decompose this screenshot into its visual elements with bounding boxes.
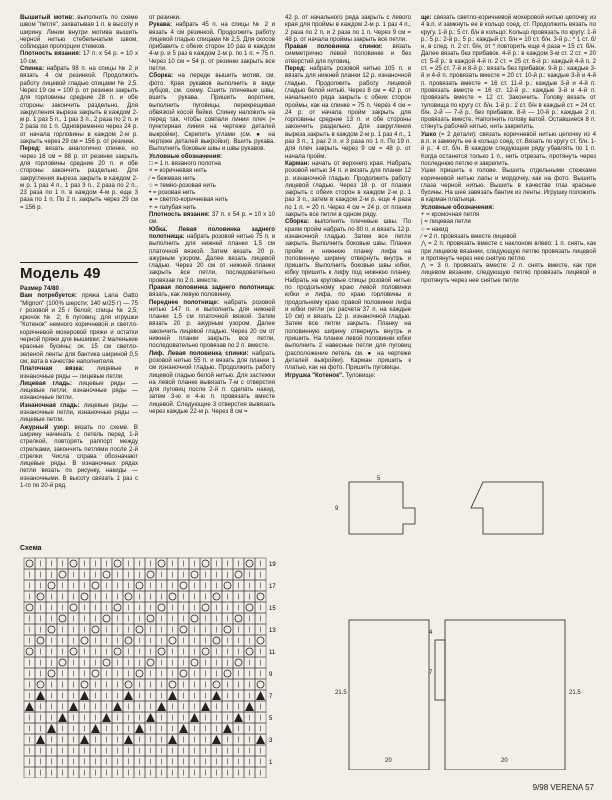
yarn-over-mark [202, 604, 209, 611]
para-text: вязать, как левую половинку. [149, 291, 232, 299]
para-text: ⋀ = 2 п. провязать вместе с наклоном влево: 1 п. снять, как при лицевом вязании, следующую петлю провязать лицевой и протянуть через нее снятую петлю [421, 240, 596, 262]
yarn-over-mark [92, 582, 99, 589]
yarn-over-mark [257, 593, 264, 600]
decrease-mark [47, 724, 56, 733]
para-text: набрать 45 п. на спицы № 2 и вязать 4 см резинкой. Продолжить работу лицевой гладью спицами № 2,5. Для скосов прибавить с обеих сторон 10 раз в каждом 4-м р. и 5 раз в каждом 2-м р. по 1 п. = 75 п. Через 10 см = 54 р. от резинки закрыть все петли. [149, 21, 275, 73]
para-heading: Лицевая гладь: [20, 379, 72, 387]
decrease-mark [223, 724, 232, 733]
yarn-over-mark [136, 670, 143, 677]
para-text: вязать аналогично спинке, но через 16 см = 88 р. от резинки закрыть для горловины средние 20 п. и обе стороны закончить раздельно. Для закругления выреза закрыть в каждом 2-м р. 1 раз 4 п., 1 раз 3 п., 2 раза по 2 п., 23 раза по 1 п. в каждом 4-м р. еще 3 раза по 1 п. По 2 п. закрыть через 29 см = 156 р. [20, 145, 138, 211]
yarn-over-mark [59, 659, 66, 666]
col2-para [149, 284, 275, 299]
para-text: × = коричневая нить [149, 167, 207, 175]
col2-para [149, 299, 275, 350]
para-text: вязать симметрично левой половинке и без отверстий для пуговиц. [285, 43, 411, 65]
yarn-over-mark [213, 681, 220, 688]
yarn-over-mark [26, 560, 33, 567]
para-heading: Перед: [285, 65, 306, 73]
text-column-1 [20, 14, 138, 211]
label-bottom-2: 20 [501, 758, 508, 764]
yarn-over-mark [224, 626, 231, 633]
decrease-mark [80, 691, 89, 700]
para-heading: Лиф. Левая половинка спинки: [149, 349, 249, 357]
col2-para [149, 14, 275, 21]
row-number: 11 [269, 650, 276, 656]
yarn-over-mark [37, 593, 44, 600]
decrease-mark [234, 713, 243, 722]
col1_top-para [20, 50, 138, 65]
yarn-over-mark [81, 593, 88, 600]
yarn-over-mark [114, 604, 121, 611]
para-text: ⁄ = бежевая нить [149, 174, 196, 182]
col3-para [285, 43, 411, 65]
decrease-mark [157, 702, 166, 711]
para-heading: Плотность вязания: [149, 211, 210, 219]
yarn-over-mark [37, 681, 44, 688]
decrease-mark [25, 702, 34, 711]
col2-para [149, 153, 275, 160]
para-text: набрать розовой нитью 75 п. и выполнить для нижней планки 1,5 см платочной вязкой. Затем вязать 20 р. ажурным узором. Далее вязать лицевой гладью. Через 20 см от нижней планки закрыть все петли, последовательно провязав по 2 п. вместе. [149, 232, 275, 284]
para-heading: Перед: [20, 145, 41, 153]
yarn-over-mark [103, 571, 110, 578]
model-size: Размер 74/80 [20, 285, 59, 292]
bodice-piece-left [349, 482, 415, 534]
col4-para [421, 262, 596, 284]
decrease-mark [190, 713, 199, 722]
para-text: выполнить по схеме швом "петля", захватывая 1 п. в высоту и ширину. Линии внутри мотива вышить черной нитью стебельчатым швом, соблюдая пропорции стежков. [20, 14, 139, 51]
decrease-mark [91, 724, 100, 733]
yarn-over-mark [125, 681, 132, 688]
yarn-over-mark [147, 571, 154, 578]
decrease-mark [245, 702, 254, 711]
para-heading: Сборка: [149, 72, 173, 80]
label-cm1: 4 [429, 630, 433, 636]
label-cm2: 7 [429, 670, 433, 676]
col2-para [149, 204, 275, 211]
yarn-over-mark [213, 637, 220, 644]
decrease-mark [80, 735, 89, 744]
para-text: от резинки. [149, 14, 181, 21]
yarn-over-mark [26, 648, 33, 655]
col1_model-para [20, 402, 138, 424]
col2-para [149, 196, 275, 203]
col2-para [149, 167, 275, 174]
col2-para [149, 72, 275, 152]
yarn-over-mark [180, 670, 187, 677]
para-text: Ушки пришить к голове. Вышить отдельными стежками коричневой нитью лапы и мордочку, как на фото. Вышить глаза черной нитью. Вышить в качестве глаз красные бусины. На шее завязать бантик из ленты. Игрушку положить в карман платьица. [421, 167, 596, 204]
yarn-over-mark [125, 593, 132, 600]
yarn-over-mark [191, 659, 198, 666]
decrease-mark [146, 713, 155, 722]
label-right-height: 21.5 [569, 690, 581, 696]
decrease-mark [36, 691, 45, 700]
schema-title: Схема [20, 545, 42, 552]
para-heading: Условные обозначения: [149, 152, 223, 160]
yarn-over-mark [180, 582, 187, 589]
yarn-over-mark [224, 670, 231, 677]
yarn-over-mark [59, 615, 66, 622]
para-heading: Платочная вязка: [20, 365, 84, 373]
para-text: 42 р. от начального ряда закрыть с левого края для проймы в каждом 2-м р. 1 раз 4 п., 2 раза по 2 п. и 2 раза по 1 п. Через 9 см = 48 р. от начала проймы закрыть все петли. [285, 14, 411, 43]
text-column-2 [149, 14, 275, 415]
skirt-piece-left [349, 620, 429, 770]
para-text: ● = светло-коричневая нить [149, 196, 228, 204]
yarn-over-mark [246, 648, 253, 655]
yarn-over-mark [103, 659, 110, 666]
yarn-over-mark [191, 615, 198, 622]
para-text: ○ = накид [421, 225, 449, 233]
decrease-mark [256, 735, 265, 744]
col3-para [285, 218, 411, 371]
decrease-mark [212, 735, 221, 744]
para-text: вязать по схеме. В ширину начинать с петель перед 1-й стрелкой, повторять раппорт между стрелками, закончить петлями после 2-й стрелки. Числа справа обозначают лицевые ряды. В изнаночных рядах петли вязать по рисунку, накиды — изнаночными. В высоту связать 1 раз с 1-го по 20-й ряд. [20, 423, 138, 490]
para-heading: Юбка. Левая половинка заднего полотнища: [149, 225, 275, 240]
decrease-mark [135, 724, 144, 733]
yarn-over-mark [158, 560, 165, 567]
para-text: 37 п. х 54 р. = 10 х 10 см. [149, 211, 275, 226]
yarn-over-mark [81, 681, 88, 688]
col4-para [421, 131, 596, 167]
para-text: пряжа Lana Gatto "Mignon" (100% шерсти; 140 м/25 г) — 75 г розовой и 25 г белой; спицы № 2,5; крючок № 2; 6 пуговиц; для игрушки "Котенок" немного коричневой и светло-коричневой мохеровой пряжи и остатки черной пряжи для вышивки; 2 маленькие красные бусины; ок. 15 см светло-зеленой ленты для бантика шириной 0,5 см; вата в качестве наполнителя. [20, 292, 138, 365]
yarn-over-mark [59, 571, 66, 578]
para-text: ⋀ = 3 п. провязать вместе: 2 п. снять вместе, как при лицевом вязании, следующую петлю провязать лицевой и протянуть через нее снятые петли [421, 262, 596, 284]
yarn-over-mark [169, 681, 176, 688]
col1_top-para [20, 145, 138, 211]
yarn-over-mark [125, 637, 132, 644]
row-number: 3 [269, 738, 273, 744]
label-bottom-1: 20 [385, 758, 392, 764]
col2-para [149, 182, 275, 189]
bodice-piece-right [471, 482, 543, 534]
para-text: набрать розовой нитью 147 п. и выполнить для нижней планки 1,5 см платочной вязкой. Затем вязать 20 р. ажурным узором. Далее закончить лицевой гладью. Через 20 см от нижней планки закрыть все петли, последовательно провязав по 2 п. вместе. [149, 298, 276, 350]
col2-para [149, 21, 275, 72]
col4-para [421, 204, 596, 211]
col4-para [421, 211, 596, 218]
pocket-piece [435, 640, 445, 700]
para-text: лицевые ряды — изнаночные петли, изнаночные ряды — лицевые петли. [20, 401, 138, 424]
para-heading: Ажурный узор: [20, 423, 70, 431]
yarn-over-mark [70, 604, 77, 611]
col3-para [285, 65, 411, 160]
para-text: лицевые ряды — лицевые петли, изнаночные ряды — изнаночные петли. [20, 379, 138, 402]
para-heading: Вышитый мотив: [20, 14, 75, 21]
para-text: • = розовая нить [149, 189, 196, 197]
decrease-mark [124, 691, 133, 700]
col4-para [421, 14, 596, 131]
para-heading: Карман: [285, 159, 310, 167]
yarn-over-mark [48, 626, 55, 633]
yarn-over-mark [48, 670, 55, 677]
pattern-pieces-diagram [333, 474, 595, 770]
col4-para [421, 167, 596, 203]
col2-para [149, 211, 275, 226]
decrease-mark [36, 735, 45, 744]
para-heading: Спинка: [20, 65, 44, 73]
col1_model-para [20, 365, 138, 380]
yarn-over-mark [26, 604, 33, 611]
yarn-over-mark [235, 615, 242, 622]
yarn-over-mark [92, 626, 99, 633]
yarn-over-mark [48, 582, 55, 589]
col3-para [285, 372, 411, 379]
col2-para [149, 175, 275, 182]
col2-para [149, 350, 275, 416]
para-heading: Правая половинка заднего полотнища: [149, 283, 275, 291]
row-number: 9 [269, 672, 273, 678]
row-number: 5 [269, 716, 273, 722]
model-heading: Модель 49 [20, 265, 101, 282]
decrease-mark [168, 735, 177, 744]
row-number: 1 [269, 760, 273, 766]
col2-para [149, 226, 275, 284]
yarn-over-mark [114, 648, 121, 655]
yarn-over-mark [81, 637, 88, 644]
yarn-over-mark [37, 637, 44, 644]
decrease-mark [168, 691, 177, 700]
para-text: (= 2 детали): связать коричневой нитью цепочку из 4 в.п. и замкнуть ее в кольцо соед. ст. Вязать по кругу ст. б/н. 1-й р.: 4 ст. б/н. В каждом следующем ряду убавлять по 1 п. Когда останется только 1 п., нить отрезать, протянуть через последнюю петлю и закрепить. [421, 130, 596, 167]
para-text: 17 п. х 54 р. = 10 х 10 см. [20, 50, 138, 65]
text-column-4 [421, 14, 596, 284]
col1_model-para [20, 424, 138, 490]
yarn-over-mark [169, 593, 176, 600]
para-text: начать от верхнего края. Набрать розовой нитью 34 п. и вязать для планки 12 р. изнаночной гладью. Продолжить работу лицевой гладью. Через 18 р. от планки закрыть с обеих сторон в каждом 2-м р. 1 раз 3 п., затем в каждом 2-м р. еще 4 раза по 1 п. = 20 п. Через 4 см = 24 р. от планки закрыть все петли в одном ряду. [285, 159, 411, 219]
para-heading: Ушко [421, 130, 437, 138]
yarn-over-mark [136, 626, 143, 633]
para-heading: ще: [421, 14, 432, 21]
model-text [20, 285, 138, 489]
row-number: 13 [269, 628, 276, 634]
yarn-over-mark [213, 593, 220, 600]
para-heading: Правая половинка спинки: [285, 43, 383, 51]
para-text: + = голубая нить [149, 203, 196, 211]
para-text: лицевые и изнаночные ряды — лицевые петли. [20, 365, 138, 380]
row-number: 15 [269, 606, 276, 612]
para-text: ⁄ = 2 п. провязать вместе лицевой [421, 232, 517, 240]
yarn-over-mark [257, 637, 264, 644]
label-top-width: 5 [377, 476, 381, 482]
para-heading: Сборка: [285, 218, 309, 226]
col3-para [285, 14, 411, 43]
col1_model-para [20, 292, 138, 365]
decrease-mark [256, 691, 265, 700]
col1_top-para [20, 14, 138, 50]
decrease-mark [58, 713, 67, 722]
yarn-over-mark [158, 648, 165, 655]
para-text: + = кромочная петля [421, 211, 480, 219]
text-column-3 [285, 14, 411, 379]
yarn-over-mark [246, 604, 253, 611]
label-left-height: 21.5 [335, 690, 347, 696]
para-text: выполнить плечевые швы. По краям пройм набрать по 80 п. и вязать 12 р. изнаночной гладью. Затем все петли закрыть. Выполнить боковые швы. Планки пройм и нижнюю планку лифа на половинную ширину отвернуть внутрь и пришить. Выполнить боковые швы юбки, юбку пришить к лифу под нижнюю планку. Набрать на круговые спицы розовой нитью по продольному краю левой половинки юбки и лифа, по краю горловины и продольному краю правой половинки лифа и юбки петли (из расчета 37 п. на каждые 10 см) и вязать 12 р. изнаночной гладью. Затем все петли закрыть. Планку на половинную ширину отвернуть внутрь и пришить. На планке левой половинки юбки выполнить 2 навесные петли для пуговиц (расположение петель см. ● на чертеже деталей выкройки). Карман пришить к платью, как на фото. Пришить пуговицы. [285, 218, 411, 372]
yarn-over-mark [103, 615, 110, 622]
yarn-over-mark [257, 681, 264, 688]
decrease-mark [124, 735, 133, 744]
para-text: на переде вышить мотив, см. фото. Края рукавов выполнить в виде зубцов, см. схему. Сшить плечевые швы, вшить рукава. Пришить воротник, выполнить пуговицы, перекрещивая обвязкой косой бейки. Спинку наложить на перед так, чтобы совпали линии плеч (= пунктирная линия на чертеже деталей выкройки). Скрепить углами (см. ● на чертеже деталей выкройки). Вшить рукава. Выполнить боковые швы и швы рукавов. [149, 72, 275, 153]
col1_model-para [20, 380, 138, 402]
col2-para [149, 160, 275, 167]
col4-para [421, 226, 596, 233]
yarn-over-mark [191, 571, 198, 578]
yarn-over-mark [224, 582, 231, 589]
decrease-mark [201, 702, 210, 711]
para-text: связать светло-коричневой мохеровой нитью цепочку из 4 в.п. и замкнуть ее в кольцо соед. ст. Продолжить вязать по кругу. 1-й р.: 5 ст. б/н в кольцо. Кольцо провязать по кругу: 1-й р.: 5 р.: 2-й р.: 5 р.: каждый ст. б/н = 10 ст. б/н. 3-й р.: * 1 ст. б/н, в след. п. 2 ст. б/н, от * повторить еще 4 раза = 15 ст. б/н. Далее вязать без прибавок. 4-й р.: в каждом 3-м ст. 2 ст. = 20 ст. 5-й р.: в каждой 4-й п. 2 ст. = 25 ст. 6-й р.: каждый 4-й п. 2 ст. = 25 ст. 7-й и 8-й р.: вязать без прибавок. 9-й р.: каждые 3-й и 4-й п. провязать вместе = 20 ст. 10-й р.: каждые 3-й и 4-й п. провязать вместе = 16 ст. 11-й р.: каждые 3-й и 4-й п. провязать вместе = 16 ст. 12-й р.: каждые 3-й и 4-й п. провязать вместе = 12 ст. Закончить. Голову вязать от туловища по кругу ст. б/н. 1-й р.: 2 ст. б/н в каждый ст. = 24 ст. б/н. 2-й — 7-й р.: без прибавок. 8-й — 10-й р.: каждые 2 п. провязать вместе. Наполнить голову ватой. Оставшиеся 8 п. стянуть рабочей нитью, нить закрепить. [421, 14, 596, 131]
para-heading: Переднее полотнище: [149, 298, 219, 306]
col1_top-para [20, 65, 138, 145]
yarn-over-mark [114, 560, 121, 567]
yarn-over-mark [202, 560, 209, 567]
yarn-over-mark [147, 659, 154, 666]
para-text: набрать розовой нитью 55 п. и вязать для планки 1 см изнаночной гладью. Продолжить работу лицевой гладью белой нитью. Для застежки на левой планке вывязать 7-м с отверстия для пуговиц после 2-й п. сделать накид, затем 3-ю и 4-ю п. провязать вместе лицевой. Следующие 3 отверстия вывязать через каждые 22-м р. Через 8 см = [149, 349, 275, 416]
decrease-mark [113, 702, 122, 711]
yarn-over-mark [235, 659, 242, 666]
yarn-over-mark [147, 615, 154, 622]
col4-para [421, 218, 596, 225]
yarn-over-mark [202, 648, 209, 655]
para-heading: Вам потребуется: [20, 292, 77, 300]
yarn-over-mark [158, 604, 165, 611]
yarn-over-mark [246, 560, 253, 567]
yarn-over-mark [70, 560, 77, 567]
para-text: набрать розовой нитью 105 п. и вязать для нижней планки 12 р. изнаночной гладью. Продолжить работу лицевой гладью белой нитью. Через 8 см = 42 р. от начального ряда закрыть с обеих сторон проймы, как на спинке = 75 п. Через 4 см = 24 р. от начала пройм закрыть для горловины средние 13 п. и обе стороны закончить раздельно. Для закругления выреза закрыть в каждом 2-м р. 1 раз 4 п., 1 раз 3 п., 1 раз 2 п. и 3 раза по 1 п. По 19 п. для плеч закрыть через 9 см = 48 р. от начала пройм. [285, 65, 411, 160]
col4-para [421, 233, 596, 240]
label-height-top: 9 [335, 506, 339, 512]
decrease-mark [212, 691, 221, 700]
para-text: □ = 1 п. вязаного полотна [149, 159, 221, 167]
para-heading: Игрушка "Котенок". [285, 371, 344, 379]
row-number: 7 [269, 694, 273, 700]
decrease-mark [102, 713, 111, 722]
yarn-over-mark [180, 626, 187, 633]
yarn-over-mark [70, 648, 77, 655]
para-text: Туловище: [343, 371, 376, 379]
row-number: 19 [269, 562, 276, 568]
para-heading: Условные обозначения: [421, 203, 495, 211]
col3-para [285, 160, 411, 218]
para-heading: Изнаночная гладь: [20, 401, 80, 409]
yarn-over-mark [235, 571, 242, 578]
col4-para [421, 240, 596, 262]
page-footer: 9/98 VERENA 57 [532, 783, 594, 792]
model-section [20, 262, 138, 489]
para-text: набрать 98 п. на спицы № 2 и вязать 4 см резинкой. Продолжить работу лицевой гладью спицами № 2,5. Через 19 см = 100 р. от резинки закрыть для горловины средние 28 п. и обе стороны закончить раздельно. Для закругления выреза закрыть в каждом 2-м р. 1 раз 5 п., 1 раз 3 п., 2 раза по 2 п. и 2 раза по 1 п. Одновременно через 24 р. от начала горловины в каждом 2-м р. закрыть через 29 см = 156 р. от резинки. [20, 65, 138, 146]
col2-para [149, 189, 275, 196]
skirt-piece-right [445, 620, 565, 770]
row-number: 17 [269, 584, 276, 590]
decrease-mark [69, 702, 78, 711]
yarn-over-mark [136, 582, 143, 589]
yarn-over-mark [169, 637, 176, 644]
para-heading: Плотность вязания: [20, 50, 81, 58]
para-heading: Рукава: [149, 21, 172, 29]
para-text: | = лицевая петля [421, 218, 471, 226]
yarn-over-mark [92, 670, 99, 677]
para-text: ○ = темно-розовая нить [149, 181, 216, 189]
lace-pattern-chart [20, 556, 278, 778]
decrease-mark [179, 724, 188, 733]
